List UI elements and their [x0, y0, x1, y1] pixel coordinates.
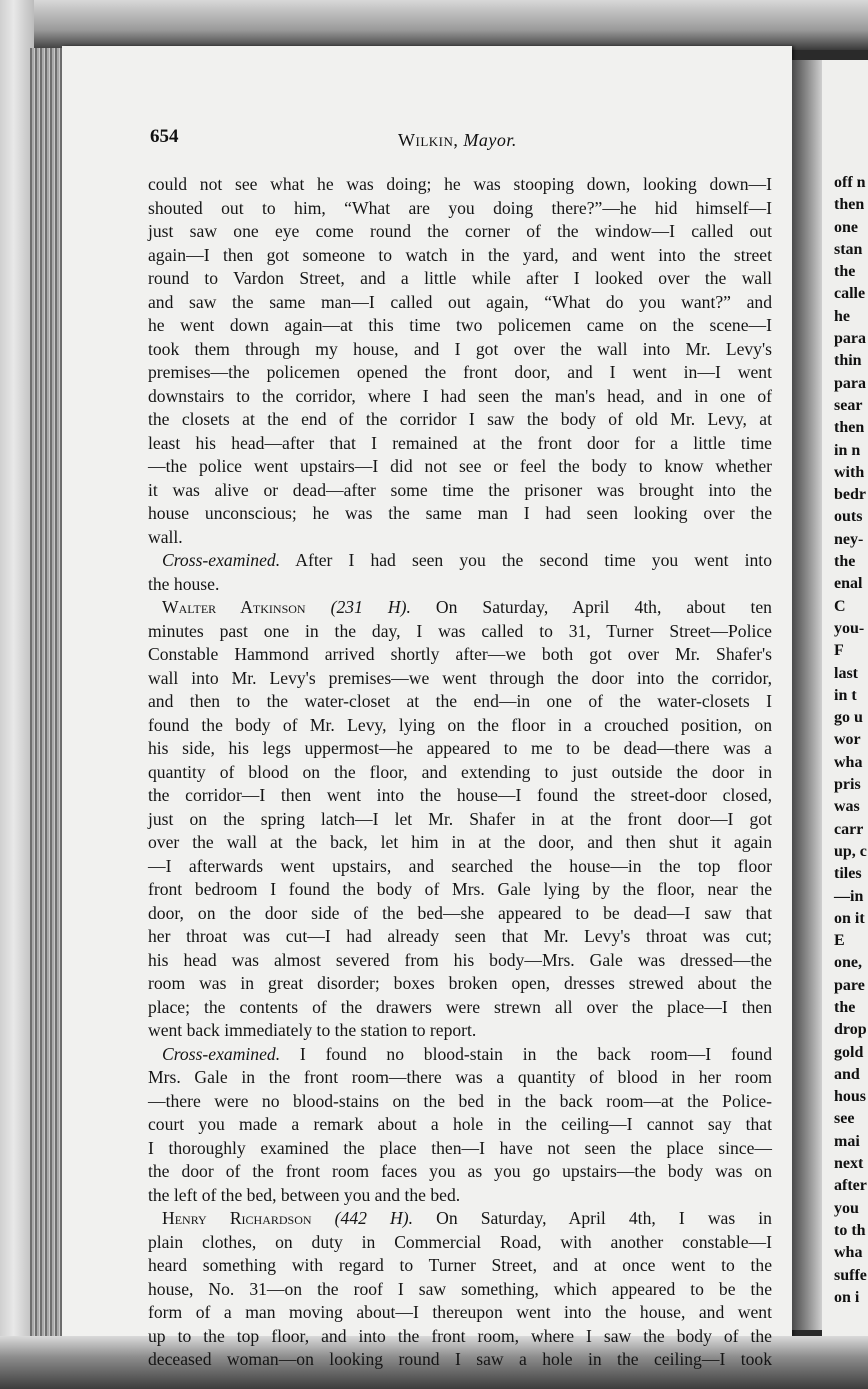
text-line: could not see what he was doing; he was stooping down, looking down—I [148, 174, 772, 194]
text-line: just on the spring latch—I let Mr. Shafer in at the front door—I got [148, 808, 772, 829]
facing-page-line: the [834, 263, 856, 281]
facing-page-line: then [834, 196, 865, 214]
facing-page-line: calle [834, 285, 866, 303]
text-line: downstairs to the corridor, where I had seen the man's head, and in one of [148, 385, 772, 406]
text-line: —I afterwards went upstairs, and searched the house—in the top floor [148, 855, 772, 876]
text-line: he went down again—at this time two policemen came on the scene—I [148, 315, 772, 335]
witness-testimony [148, 620, 772, 1043]
text-line: took them through my house, and I got over the wall into Mr. Levy's [148, 338, 772, 359]
text-line: wall. [148, 526, 183, 547]
facing-page-line: go u [834, 709, 863, 727]
cross-examined-text: I found no blood-stain in the back room—I found [299, 1043, 772, 1064]
book-top-edge [0, 0, 868, 50]
text-line: her throat was cut—I had already seen that Mr. Levy's throat was cut; [148, 926, 772, 946]
witness-heading-line [148, 596, 772, 620]
text-line: heard something with regard to Turner Street, and at once went to the [148, 1255, 772, 1275]
text-line: up to the top floor, and into the front room, where I saw the body of the [148, 1325, 772, 1346]
facing-page-line: on it [834, 909, 865, 927]
facing-page-line: C [834, 597, 846, 615]
facing-page-line: para [834, 330, 866, 348]
text-line: the closets at the end of the corridor I saw the body of old Mr. Levy, at [148, 409, 772, 429]
text-line: plain clothes, on duty in Commercial Road, with another constable—I [148, 1231, 772, 1252]
text-line: Mrs. Gale in the front room—there was a quantity of blood in her room [148, 1067, 772, 1087]
testimony-paragraph [148, 173, 772, 549]
facing-page-line: F [834, 642, 844, 660]
text-line: form of a man moving about—I thereupon went into the house, and went [148, 1302, 772, 1322]
text-line: shouted out to him, “What are you doing there?”—he hid himself—I [148, 197, 772, 218]
witness-text: On Saturday, April 4th, I was in [436, 1208, 772, 1228]
facing-page-line: and [834, 1065, 860, 1083]
facing-page-line: pris [834, 776, 861, 794]
text-line: it was alive or dead—after some time the prisoner was brought into the [148, 479, 772, 500]
facing-page-line: bedr [834, 486, 866, 504]
facing-page-line: enal [834, 575, 863, 593]
text-line: and saw the same man—I called out again, “What do you want?” and [148, 291, 772, 312]
text-line: just saw one eye come round the corner of the window—I called out [148, 221, 772, 241]
page-number: 654 [150, 126, 179, 147]
text-line: room was in great disorder; boxes broken open, dresses strewed about the [148, 973, 772, 993]
page-header [150, 126, 770, 154]
facing-page-line: tiles [834, 865, 862, 883]
facing-page-line: wha [834, 753, 863, 771]
text-line: found the body of Mr. Levy, lying on the floor in a crouched position, on [148, 714, 772, 735]
facing-page-line: the [834, 998, 856, 1016]
facing-page-line: off n [834, 174, 866, 191]
facing-page [822, 60, 868, 1350]
text-line: court you made a remark about a hole in the ceiling—I cannot say that [148, 1114, 772, 1134]
facing-page-line: with [834, 463, 865, 481]
facing-page-line: he [834, 307, 850, 325]
witness-testimony [148, 1231, 772, 1372]
facing-page-line: one, [834, 954, 862, 972]
witness-name: Walter Atkinson [162, 597, 306, 617]
facing-page-line: one [834, 218, 858, 236]
text-line: again—I then got someone to watch in the yard, and went into the street [148, 244, 772, 265]
facing-page-text [822, 172, 867, 1309]
facing-page-line: to th [834, 1221, 866, 1239]
facing-page-line: see [834, 1110, 855, 1128]
text-line: —the police went upstairs—I did not see or feel the body to know whether [148, 456, 772, 476]
facing-page-line: —in [834, 887, 864, 905]
text-line: deceased woman—on looking round I saw a hole in the ceiling—I took [148, 1349, 772, 1369]
facing-page-line: ney- [834, 530, 864, 548]
text-line: house unconscious; he was the same man I had seen looking over the [148, 503, 772, 523]
facing-page-line: wha [834, 1244, 863, 1262]
text-line: the door of the front room faces you as you go upstairs—the body was on [148, 1161, 772, 1181]
cross-examined-label: Cross-examined. [162, 1043, 281, 1064]
running-head-office: Mayor. [463, 130, 517, 150]
text-line: least his head—after that I remained at the front door for a little time [148, 432, 772, 453]
text-line: the corridor—I then went into the house—I found the street-door closed, [148, 785, 772, 805]
facing-page-line: next [834, 1155, 864, 1173]
facing-page-line: wor [834, 731, 861, 749]
facing-page-line: sear [834, 396, 863, 414]
facing-page-line: was [834, 798, 860, 816]
body-text [148, 173, 772, 1372]
text-line: the house. [148, 573, 220, 594]
text-line: place; the contents of the drawers were strewn all over the place—I then [148, 996, 772, 1017]
facing-page-line: in t [834, 686, 857, 704]
text-line: went back immediately to the station to report. [148, 1020, 477, 1040]
witness-name: Henry Richardson [162, 1208, 312, 1228]
facing-page-line: in n [834, 441, 861, 459]
facing-page-line: mai [834, 1132, 860, 1150]
cross-examined-label: Cross-examined. [162, 550, 281, 570]
facing-page-line: the [834, 553, 856, 571]
text-line: minutes past one in the day, I was called to 31, Turner Street—Police [148, 620, 772, 641]
text-line: door, on the door side of the bed—she appeared to be dead—I saw that [148, 902, 772, 923]
facing-page-line: then [834, 419, 865, 437]
text-line: round to Vardon Street, and a little while after I looked over the wall [148, 268, 772, 288]
text-line: quantity of blood on the floor, and extending to just outside the door in [148, 761, 772, 782]
text-line: premises—the policemen opened the front door, and I went in—I went [148, 362, 772, 382]
running-head-name: Wilkin, [398, 130, 459, 150]
facing-page-line: gold [834, 1043, 864, 1061]
facing-page-line: on i [834, 1288, 860, 1306]
facing-page-line: thin [834, 352, 862, 370]
facing-page-line: drop [834, 1021, 867, 1039]
facing-page-line: up, c [834, 842, 867, 860]
facing-page-line: last [834, 664, 858, 682]
text-line: I thoroughly examined the place then—I have not seen the place since— [148, 1137, 772, 1158]
text-line: over the wall at the back, let him in at the door, and then shut it again [148, 832, 772, 852]
cross-examined-text: After I had seen you the second time you went into [295, 550, 772, 570]
facing-page-line: pare [834, 976, 865, 994]
cross-examined-line [148, 549, 772, 573]
cross-examination-text [148, 1066, 772, 1207]
witness-heading-line [148, 1207, 772, 1231]
facing-page-line: hous [834, 1088, 867, 1106]
running-head [398, 130, 517, 151]
facing-page-line: E [834, 932, 845, 950]
facing-page-line: stan [834, 240, 863, 258]
witness-badge: (442 H). [334, 1208, 413, 1228]
witness-text: On Saturday, April 4th, about ten [435, 597, 772, 617]
text-line: front bedroom I found the body of Mrs. Gale lying by the floor, near the [148, 879, 772, 899]
facing-page-line: you [834, 1199, 859, 1217]
text-line: his head was almost severed from his body—Mrs. Gale was dressed—the [148, 949, 772, 970]
text-line: Constable Hammond arrived shortly after—we both got over Mr. Shafer's [148, 644, 772, 664]
text-line: and then to the water-closet at the end—in one of the water-closets I [148, 691, 772, 711]
book-gutter [792, 60, 822, 1330]
facing-page-line: you- [834, 619, 865, 637]
text-line: wall into Mr. Levy's premises—we went through the door into the corridor, [148, 667, 772, 688]
text-line: —there were no blood-stains on the bed in the back room—at the Police- [148, 1090, 772, 1111]
facing-page-line: outs [834, 508, 863, 526]
cross-examined-line [148, 1043, 772, 1067]
facing-page-line: para [834, 374, 866, 392]
witness-badge: (231 H). [330, 597, 411, 617]
text-line: the left of the bed, between you and the bed. [148, 1184, 461, 1205]
scanner-left-edge [0, 0, 34, 1389]
facing-page-line: carr [834, 820, 864, 838]
facing-page-line: suffe [834, 1266, 867, 1284]
text-line: house, No. 31—on the roof I saw something, which appeared to be the [148, 1278, 772, 1299]
facing-page-line: after [834, 1177, 867, 1195]
text-line: his side, his legs uppermost—he appeared to me to be dead—there was a [148, 738, 772, 758]
